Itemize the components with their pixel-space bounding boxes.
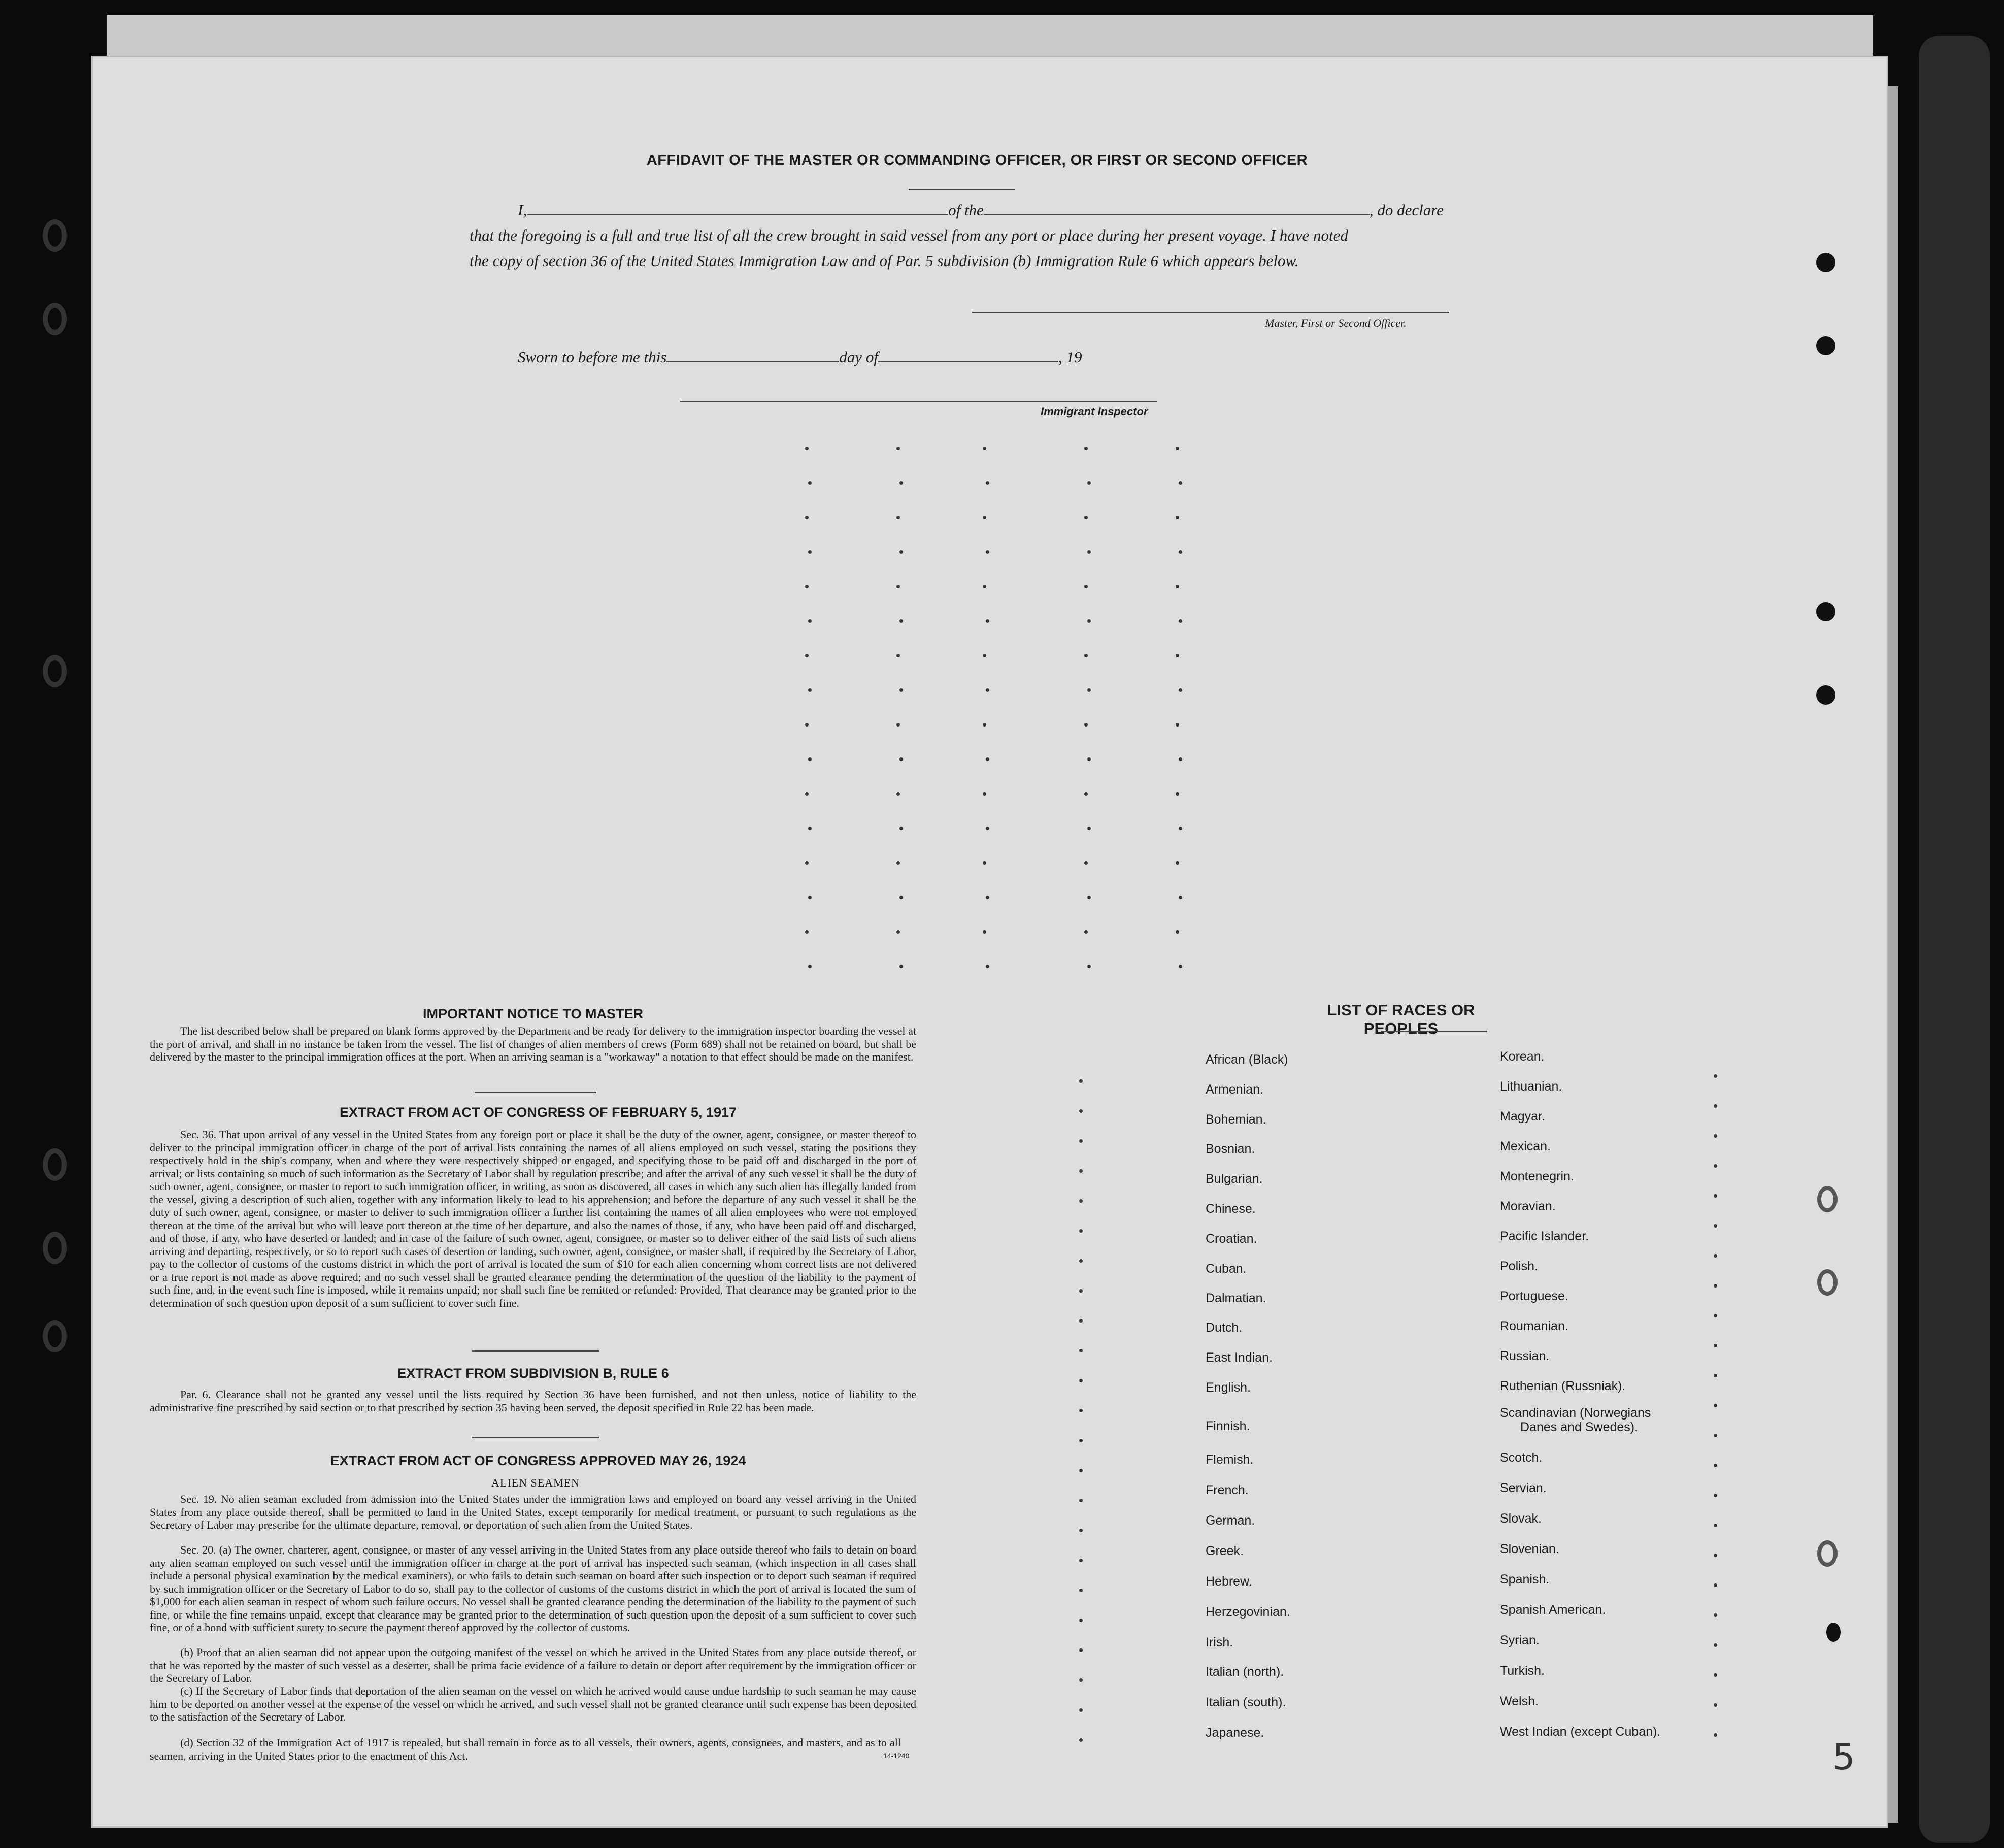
bleed-dot — [1079, 1169, 1083, 1173]
race-item: Moravian. — [1500, 1199, 1556, 1213]
bleed-dot — [1714, 1404, 1717, 1407]
bleed-dot — [1176, 861, 1179, 865]
bleed-dot — [1714, 1464, 1717, 1467]
race-item: Finnish. — [1206, 1419, 1250, 1433]
punch-hole — [1816, 602, 1835, 621]
bleed-dot — [805, 861, 809, 865]
bleed-dot — [983, 516, 986, 519]
bleed-dot — [1179, 757, 1182, 761]
sec-20b-text: (b) Proof that an alien seaman did not appear upon the outgoing manifest of the vessel on which he arrived in the United States from any place outside thereof, or that he was reported by the master of such vessel as a deserter, shall be prima facie evidence of a failure to detain or deport after requirement by the immigration officer or the Secretary of Labor. — [150, 1646, 916, 1685]
bleed-dot — [1179, 688, 1182, 692]
bleed-dot — [1079, 1259, 1083, 1263]
bleed-dot — [1714, 1284, 1717, 1288]
race-item: Flemish. — [1206, 1453, 1254, 1467]
declaration-line-1 — [518, 201, 1444, 219]
race-item: Lithuanian. — [1500, 1079, 1562, 1094]
bleed-dot — [896, 723, 900, 727]
punch-hole — [1817, 1269, 1838, 1296]
bleed-dot — [1179, 827, 1182, 830]
bleed-dot — [1084, 447, 1088, 450]
bleed-dot — [1079, 1559, 1083, 1562]
bleed-dot — [899, 757, 903, 761]
inspector-signature-line[interactable] — [680, 401, 1157, 402]
binder-ring — [43, 1232, 67, 1264]
race-item: Polish. — [1500, 1259, 1539, 1273]
bleed-dot — [896, 930, 900, 934]
race-item: Magyar. — [1500, 1109, 1545, 1124]
bleed-dot — [1714, 1374, 1717, 1377]
inspector-signature-caption: Immigrant Inspector — [1041, 405, 1148, 418]
bleed-dot — [899, 965, 903, 968]
race-item: Slovak. — [1500, 1511, 1542, 1526]
bleed-dot — [808, 619, 812, 623]
form-number: 14-1240 — [883, 1752, 910, 1760]
bleed-dot — [1714, 1583, 1717, 1587]
bleed-dot — [808, 827, 812, 830]
punch-hole — [1816, 685, 1835, 705]
bleed-dot — [805, 654, 809, 657]
bleed-dot — [1079, 1648, 1083, 1652]
bleed-dot — [896, 654, 900, 657]
notice-text: The list described below shall be prepared on blank forms approved by the Department and be ready for delivery to the immigration inspector boarding the vessel at the port of arrival, and shall in no instance be taken from the vessel. The list of changes of alien members of crews (Form 689) shall not be retained on board, but shall be delivered by the master to the principal immigration offices at the port. When an arriving seaman is a "workaway" a notation to that effect should be made on the manifest. — [150, 1025, 916, 1063]
bleed-dot — [1176, 516, 1179, 519]
bleed-dot — [1176, 654, 1179, 657]
bleed-dot — [1714, 1104, 1717, 1108]
binder-ring — [43, 219, 67, 252]
race-item: Portuguese. — [1500, 1289, 1568, 1303]
extract-1917-text: Sec. 36. That upon arrival of any vessel in the United States from any foreign port or place it shall be the duty of the owner, agent, consignee, or master thereof to deliver to the principal immigration officer in charge of the port of arrival lists containing the names of all aliens employed on such vessel, stating the positions they respectively hold in the ship's company, when and where they were respectively shipped or engaged, and specifying those to be paid off and discharged in the port of arrival; or lists containing so much of such information as the Secretary of Labor shall by regulation prescribe; and after the arrival of any such vessel it shall be the duty of such owner, agent, consignee, or master to report to such immigration officer, in writing, as soon as discovered, all cases in which any such alien has illegally landed from the vessel, giving a description of such alien, together with any information likely to lead to his apprehension; and before the departure of any such vessel it shall be the duty of such owner, agent, consignee, or master to deliver to such immigration officer a further list containing the names of all alien employees who were not employed thereon at the time of the arrival but who will leave port thereon at the time of her departure, and also the names of those, if any, who have been paid off and discharged, and of those, if any, who have deserted or landed; and in case of the failure of such owner, agent, consignee, or master so to deliver either of the said lists of such aliens arriving and departing, respectively, or so to report such cases of desertion or landing, such owner, agent, consignee, or master shall, if required by the Secretary of Labor, pay to the collector of customs of the customs district in which the port of arrival is located the sum of $10 for each alien concerning whom correct lists are not delivered or a true report is not made as above required; and no such vessel shall be granted clearance pending the determination of the question of the liability to the payment of such fine, and, in the event such fine is imposed, while it remains unpaid; nor shall such fine be remitted or refunded: Provided, That clearance may be granted prior to the determination of such question upon deposit of a sum sufficient to cover such fine. — [150, 1128, 916, 1309]
bleed-dot — [805, 792, 809, 796]
sworn-day-blank[interactable] — [666, 361, 839, 362]
sec-19-text: Sec. 19. No alien seaman excluded from admission into the United States under the immigration laws and employed on board any vessel arriving in the United States from any place outside thereof, shall be permitted to land in the United States, except temporarily for medical treatment, or pursuant to such regulations as the Secretary of Labor may prescribe for the ultimate departure, removal, or deportation of such alien from the United States. — [150, 1493, 916, 1531]
sworn-middle: day of — [839, 348, 878, 366]
bleed-dot — [899, 896, 903, 899]
sworn-line — [518, 348, 1082, 367]
race-item: Japanese. — [1206, 1726, 1264, 1740]
bleed-dot — [986, 827, 989, 830]
bleed-dot — [896, 585, 900, 588]
bleed-dot — [1714, 1494, 1717, 1497]
bleed-dot — [808, 965, 812, 968]
bleed-dot — [1179, 619, 1182, 623]
bleed-dot — [1176, 447, 1179, 450]
race-item: Armenian. — [1206, 1082, 1263, 1097]
bleed-dot — [1084, 723, 1088, 727]
bleed-dot — [1714, 1554, 1717, 1557]
bleed-dot — [805, 930, 809, 934]
bleed-dot — [986, 688, 989, 692]
punch-hole — [1817, 1186, 1838, 1212]
bleed-dot — [1176, 723, 1179, 727]
bleed-dot — [1087, 619, 1091, 623]
race-item: English. — [1206, 1380, 1251, 1395]
bleed-dot — [1079, 1469, 1083, 1472]
declaration-suffix: , do declare — [1369, 201, 1444, 219]
bleed-dot — [1087, 757, 1091, 761]
bleed-dot — [1079, 1708, 1083, 1712]
bleed-dot — [1714, 1524, 1717, 1527]
bleed-dot — [1179, 896, 1182, 899]
extract-1924-title: EXTRACT FROM ACT OF CONGRESS APPROVED MAY 26, 1924 — [330, 1453, 746, 1468]
race-item: Scandinavian (Norwegians — [1500, 1406, 1651, 1420]
bleed-dot — [1714, 1703, 1717, 1707]
punch-hole — [1816, 336, 1835, 355]
declaration-line-2: that the foregoing is a full and true list of all the crew brought in said vessel from any port or place during her present voyage. I have noted — [470, 226, 1348, 244]
race-item: Italian (north). — [1206, 1665, 1284, 1679]
bleed-dot — [1714, 1434, 1717, 1437]
race-item: Hebrew. — [1206, 1574, 1252, 1589]
bleed-dot — [896, 447, 900, 450]
declaration-prefix: I, — [518, 201, 527, 219]
sec-20c-text: (c) If the Secretary of Labor finds that deportation of the alien seaman on the vessel on which he arrived would cause undue hardship to such seaman he may cause him to be deported on another vessel at the expense of the vessel on which he arrived, and such vessel shall not be granted clearance until such expense has been deposited to the satisfaction of the Secretary of Labor. — [150, 1685, 916, 1723]
sec-20d-text: (d) Section 32 of the Immigration Act of 1917 is repealed, but shall remain in force as to all vessels, their owners, agents, consignees, and masters, and as to all seamen, arriving in the United States prior to the enactment of this Act. — [150, 1736, 901, 1762]
bleed-dot — [899, 619, 903, 623]
bleed-dot — [808, 688, 812, 692]
race-item: Servian. — [1500, 1481, 1547, 1495]
bleed-dot — [1714, 1613, 1717, 1617]
bleed-dot — [1079, 1229, 1083, 1233]
race-item: Mexican. — [1500, 1139, 1551, 1153]
bleed-dot — [1079, 1139, 1083, 1143]
bleed-dot — [1179, 550, 1182, 554]
bleed-dot — [983, 585, 986, 588]
race-item: Italian (south). — [1206, 1695, 1286, 1709]
race-item: Pacific Islander. — [1500, 1229, 1589, 1243]
bleed-dot — [1084, 516, 1088, 519]
bleed-dot — [986, 757, 989, 761]
bleed-dot — [1079, 1289, 1083, 1293]
bleed-dot — [1079, 1589, 1083, 1592]
bleed-dot — [1079, 1529, 1083, 1532]
bleed-dot — [1179, 965, 1182, 968]
sec-20a-text: Sec. 20. (a) The owner, charterer, agent, consignee, or master of any vessel arriving in the United States from any place outside thereof who fails to detain on board any alien seaman employed on such vessel until the immigration officer in charge at the port of arrival has inspected such seaman, (which inspection in all cases shall include a personal physical examination by the medical examiners), or who fails to detain such seaman on board after such inspection or to deport such seaman if required by such immigration officer or the Secretary of Labor to do so, shall pay to the collector of customs of the customs district in which the port of arrival is located the sum of $1,000 for each alien seaman in respect of whom such failure occurs. No vessel shall be granted clearance pending the determination of the liability to the payment of such fine, or while the fine remains unpaid, except that clearance may be granted prior to the determination of such question upon the deposit of a sum sufficient to cover such fine, or of a bond with sufficient surety to secure the payment thereof approved by the collector of customs. — [150, 1543, 916, 1634]
bleed-dot — [1084, 930, 1088, 934]
race-item: Danes and Swedes). — [1520, 1420, 1639, 1434]
bleed-dot — [983, 930, 986, 934]
races-rule — [1381, 1031, 1487, 1032]
bleed-dot — [1079, 1379, 1083, 1382]
race-item: East Indian. — [1206, 1350, 1273, 1365]
bleed-dot — [983, 792, 986, 796]
race-item: Cuban. — [1206, 1262, 1247, 1276]
race-item: Montenegrin. — [1500, 1169, 1574, 1183]
bleed-dot — [1079, 1109, 1083, 1113]
bleed-dot — [899, 481, 903, 485]
punch-hole — [1816, 253, 1835, 272]
race-item: Ruthenian (Russniak). — [1500, 1379, 1626, 1393]
bleed-dot — [896, 861, 900, 865]
bleed-dot — [1176, 585, 1179, 588]
race-item: Welsh. — [1500, 1694, 1539, 1708]
binder-ring — [43, 303, 67, 335]
bleed-dot — [1084, 585, 1088, 588]
bleed-dot — [983, 447, 986, 450]
bleed-dot — [899, 688, 903, 692]
bleed-dot — [805, 516, 809, 519]
race-item: Croatian. — [1206, 1232, 1257, 1246]
race-item: Bosnian. — [1206, 1142, 1255, 1156]
extract-rule6-title: EXTRACT FROM SUBDIVISION B, RULE 6 — [397, 1366, 669, 1381]
race-item: Chinese. — [1206, 1202, 1256, 1216]
bleed-dot — [1714, 1194, 1717, 1198]
bleed-dot — [1079, 1738, 1083, 1742]
race-item: Scotch. — [1500, 1450, 1543, 1465]
bleed-dot — [1079, 1319, 1083, 1323]
bleed-dot — [1714, 1673, 1717, 1677]
bleed-dot — [1084, 861, 1088, 865]
punch-hole — [1826, 1623, 1841, 1642]
alien-seamen-subtitle: ALIEN SEAMEN — [491, 1476, 580, 1489]
bleed-dot — [1079, 1349, 1083, 1352]
bleed-dot — [1714, 1314, 1717, 1317]
bleed-dot — [1087, 481, 1091, 485]
bleed-dot — [808, 481, 812, 485]
bleed-dot — [1714, 1344, 1717, 1347]
bleed-dot — [1176, 792, 1179, 796]
bleed-dot — [1714, 1733, 1717, 1737]
punch-hole — [1817, 1540, 1838, 1567]
binding-spine — [1919, 36, 1990, 1843]
bleed-dot — [986, 896, 989, 899]
declaration-line-3: the copy of section 36 of the United States Immigration Law and of Par. 5 subdivision (b) Immigration Rule 6 which appears below. — [470, 252, 1299, 270]
race-item: Herzegovinian. — [1206, 1605, 1290, 1619]
race-item: Greek. — [1206, 1544, 1244, 1558]
extract-rule6-text: Par. 6. Clearance shall not be granted any vessel until the lists required by Section 36 have been furnished, and not then unless, notice of liability to the administrative fine prescribed by said section or to that prescribed by section 35 having been served, the deposit specified in Rule 22 has been made. — [150, 1388, 916, 1414]
race-item: Dalmatian. — [1206, 1291, 1266, 1305]
bleed-dot — [1714, 1254, 1717, 1258]
bleed-dot — [805, 723, 809, 727]
name-blank[interactable] — [527, 214, 948, 215]
bleed-dot — [1714, 1164, 1717, 1168]
bleed-dot — [986, 481, 989, 485]
race-item: Bohemian. — [1206, 1112, 1266, 1127]
race-item: Irish. — [1206, 1635, 1233, 1649]
bleed-dot — [896, 792, 900, 796]
master-signature-caption: Master, First or Second Officer. — [1265, 317, 1407, 329]
affidavit-title: AFFIDAVIT OF THE MASTER OR COMMANDING OFFICER, OR FIRST OR SECOND OFFICER — [646, 152, 1308, 169]
race-item: Dutch. — [1206, 1321, 1243, 1335]
race-item: Turkish. — [1500, 1664, 1545, 1678]
bleed-dot — [986, 550, 989, 554]
bleed-dot — [1079, 1199, 1083, 1203]
bleed-dot — [1179, 481, 1182, 485]
bleed-dot — [1084, 792, 1088, 796]
vessel-blank[interactable] — [984, 214, 1370, 215]
section-rule — [475, 1092, 596, 1093]
bleed-dot — [986, 619, 989, 623]
bleed-dot — [1176, 930, 1179, 934]
bleed-dot — [1079, 1619, 1083, 1622]
declaration-middle: of the — [948, 201, 984, 219]
bleed-dot — [1087, 827, 1091, 830]
race-item: African (Black) — [1206, 1052, 1288, 1067]
race-item: Korean. — [1500, 1049, 1545, 1064]
binder-ring — [43, 655, 67, 687]
race-item: Spanish American. — [1500, 1603, 1606, 1617]
race-item: Russian. — [1500, 1349, 1550, 1363]
race-item: Slovenian. — [1500, 1542, 1559, 1556]
race-item: Bulgarian. — [1206, 1172, 1263, 1186]
binder-ring — [43, 1320, 67, 1352]
bleed-dot — [983, 723, 986, 727]
bleed-dot — [805, 447, 809, 450]
race-item: Spanish. — [1500, 1572, 1550, 1587]
bleed-dot — [1714, 1224, 1717, 1228]
bleed-dot — [896, 516, 900, 519]
bleed-dot — [1087, 688, 1091, 692]
bleed-dot — [808, 550, 812, 554]
race-item: French. — [1206, 1483, 1249, 1497]
bleed-dot — [1084, 654, 1088, 657]
bleed-dot — [808, 757, 812, 761]
sworn-year: , 19 — [1058, 348, 1082, 366]
bleed-dot — [1079, 1409, 1083, 1412]
sworn-month-blank[interactable] — [878, 361, 1058, 362]
bleed-dot — [1714, 1134, 1717, 1138]
bleed-dot — [983, 861, 986, 865]
bleed-dot — [805, 585, 809, 588]
bleed-dot — [1087, 896, 1091, 899]
bleed-dot — [1714, 1074, 1717, 1078]
section-rule — [472, 1350, 599, 1352]
race-item: West Indian (except Cuban). — [1500, 1725, 1661, 1739]
bleed-dot — [1714, 1643, 1717, 1647]
bleed-dot — [899, 827, 903, 830]
bleed-dot — [1087, 965, 1091, 968]
races-title: LIST OF RACES OR PEOPLES — [1327, 1001, 1475, 1037]
bleed-dot — [808, 896, 812, 899]
bleed-dot — [1079, 1499, 1083, 1502]
bleed-dot — [1087, 550, 1091, 554]
binder-ring — [43, 1148, 67, 1181]
title-rule — [909, 189, 1015, 190]
notice-title: IMPORTANT NOTICE TO MASTER — [423, 1006, 643, 1021]
race-item: German. — [1206, 1513, 1255, 1528]
bleed-dot — [1079, 1079, 1083, 1083]
extract-1917-title: EXTRACT FROM ACT OF CONGRESS OF FEBRUARY 5, 1917 — [339, 1105, 737, 1120]
bleed-dot — [986, 965, 989, 968]
master-signature-line[interactable] — [972, 312, 1449, 313]
margin-note: 5 — [1832, 1736, 1855, 1778]
race-item: Syrian. — [1500, 1633, 1540, 1647]
race-item: Roumanian. — [1500, 1319, 1568, 1333]
bleed-dot — [983, 654, 986, 657]
bleed-dot — [899, 550, 903, 554]
section-rule — [472, 1437, 599, 1438]
sworn-prefix: Sworn to before me this — [518, 348, 667, 366]
bleed-dot — [1079, 1439, 1083, 1442]
bleed-dot — [1079, 1678, 1083, 1682]
